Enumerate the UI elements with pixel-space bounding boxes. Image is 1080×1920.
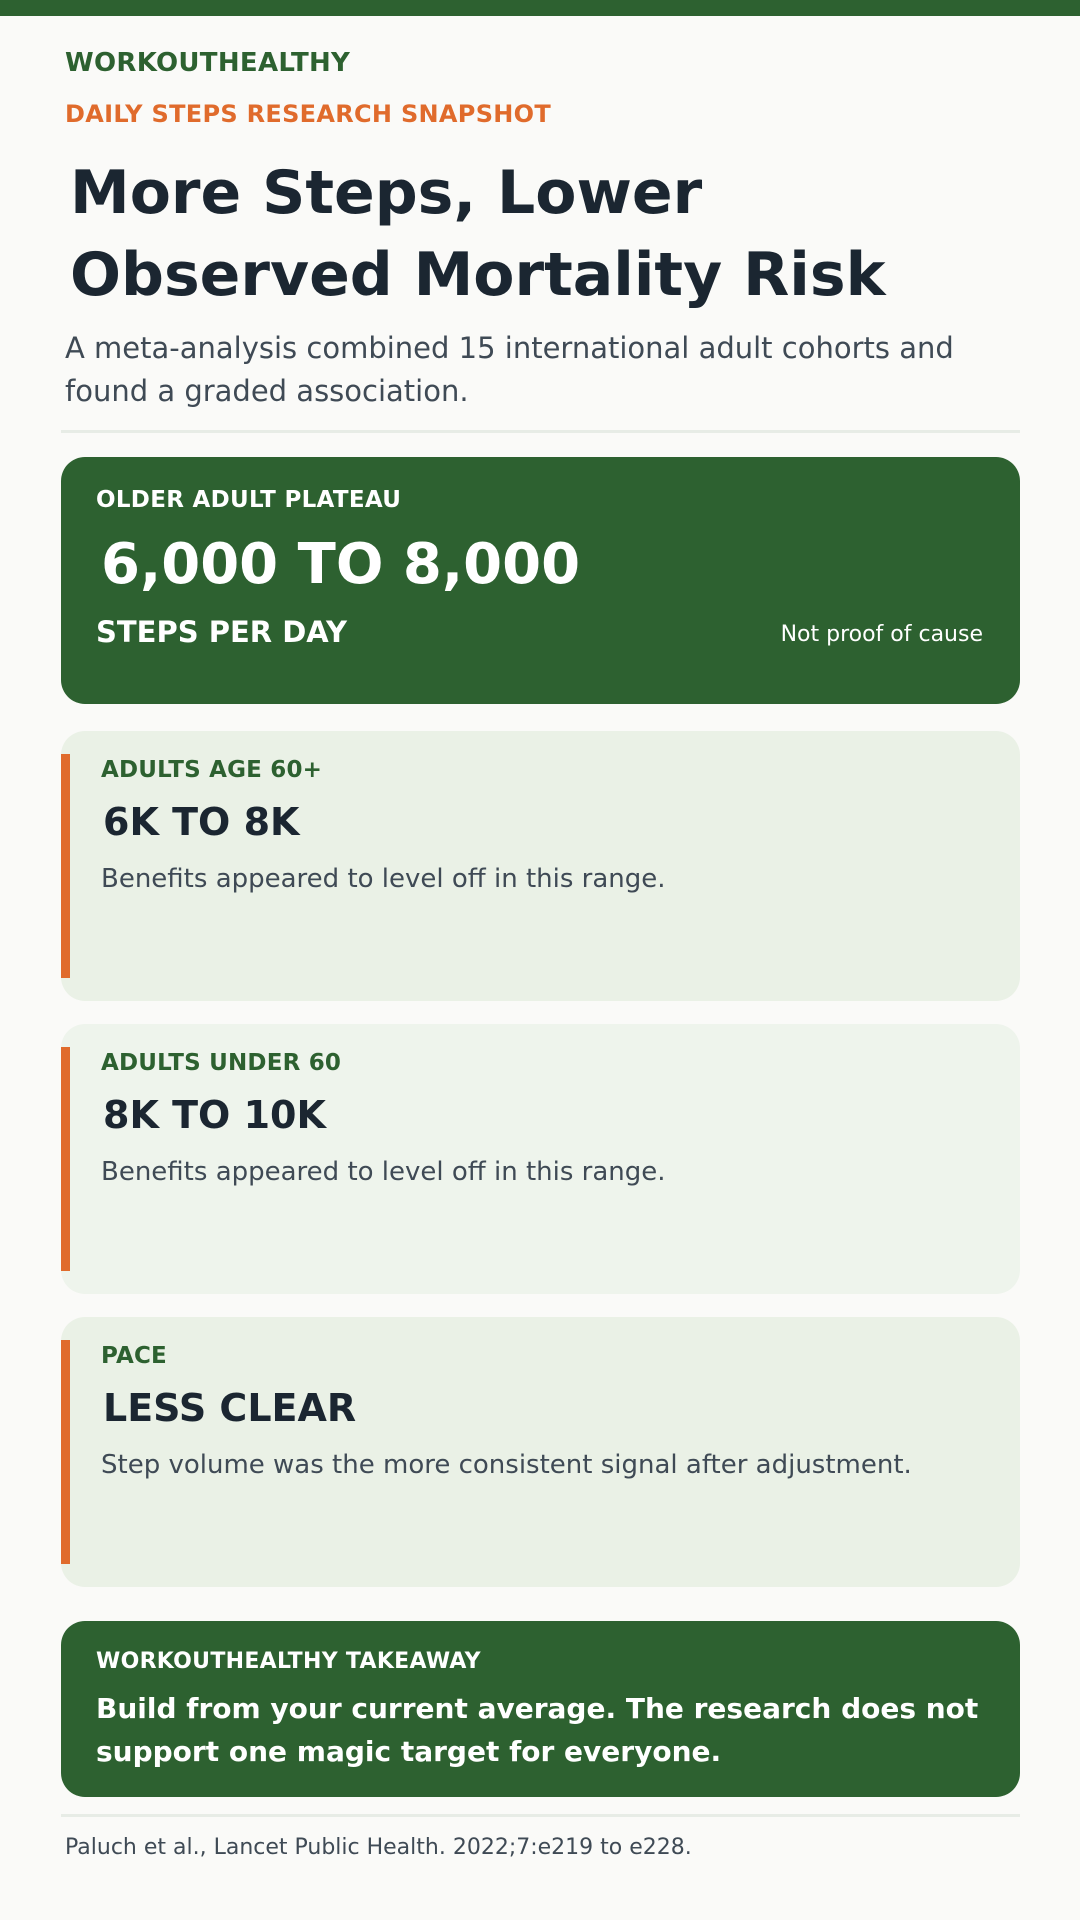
stat-card-adults-under-60: [61, 1024, 1020, 1294]
page-title: More Steps, Lower Observed Mortality Risk: [70, 158, 886, 310]
divider: [61, 1814, 1020, 1817]
card-value: 8K TO 10K: [103, 1093, 326, 1137]
card-accent-bar: [61, 754, 70, 978]
card-accent-bar: [61, 1340, 70, 1564]
brand-name: WORKOUTHEALTHY: [65, 48, 351, 78]
hero-stat-card: [61, 457, 1020, 704]
lede-text: A meta-analysis combined 15 international adult cohorts and found a graded association.: [65, 331, 954, 408]
takeaway-text: Build from your current average. The research does not support one magic target for everyone.: [96, 1692, 979, 1768]
card-body: Benefits appeared to level off in this range.: [101, 1157, 666, 1187]
hero-note: Not proof of cause: [780, 622, 983, 647]
divider: [61, 430, 1020, 433]
card-label: ADULTS UNDER 60: [101, 1050, 342, 1076]
card-label: PACE: [101, 1343, 167, 1369]
takeaway-card: [61, 1621, 1020, 1797]
card-value: LESS CLEAR: [103, 1386, 357, 1430]
hero-label: OLDER ADULT PLATEAU: [96, 487, 402, 513]
stat-card-adults-60-plus: [61, 731, 1020, 1001]
hero-value: 6,000 TO 8,000: [101, 532, 581, 597]
citation: Paluch et al., Lancet Public Health. 2022;7:e219 to e228.: [65, 1835, 692, 1860]
stat-card-pace: [61, 1317, 1020, 1587]
card-value: 6K TO 8K: [103, 800, 300, 844]
card-accent-bar: [61, 1047, 70, 1271]
kicker-label: DAILY STEPS RESEARCH SNAPSHOT: [65, 100, 552, 128]
hero-unit: STEPS PER DAY: [96, 615, 347, 649]
card-body: Step volume was the more consistent signal after adjustment.: [101, 1450, 912, 1480]
top-accent-bar: [0, 0, 1080, 16]
card-label: ADULTS AGE 60+: [101, 757, 323, 783]
card-body: Benefits appeared to level off in this range.: [101, 864, 666, 894]
takeaway-label: WORKOUTHEALTHY TAKEAWAY: [96, 1649, 481, 1674]
